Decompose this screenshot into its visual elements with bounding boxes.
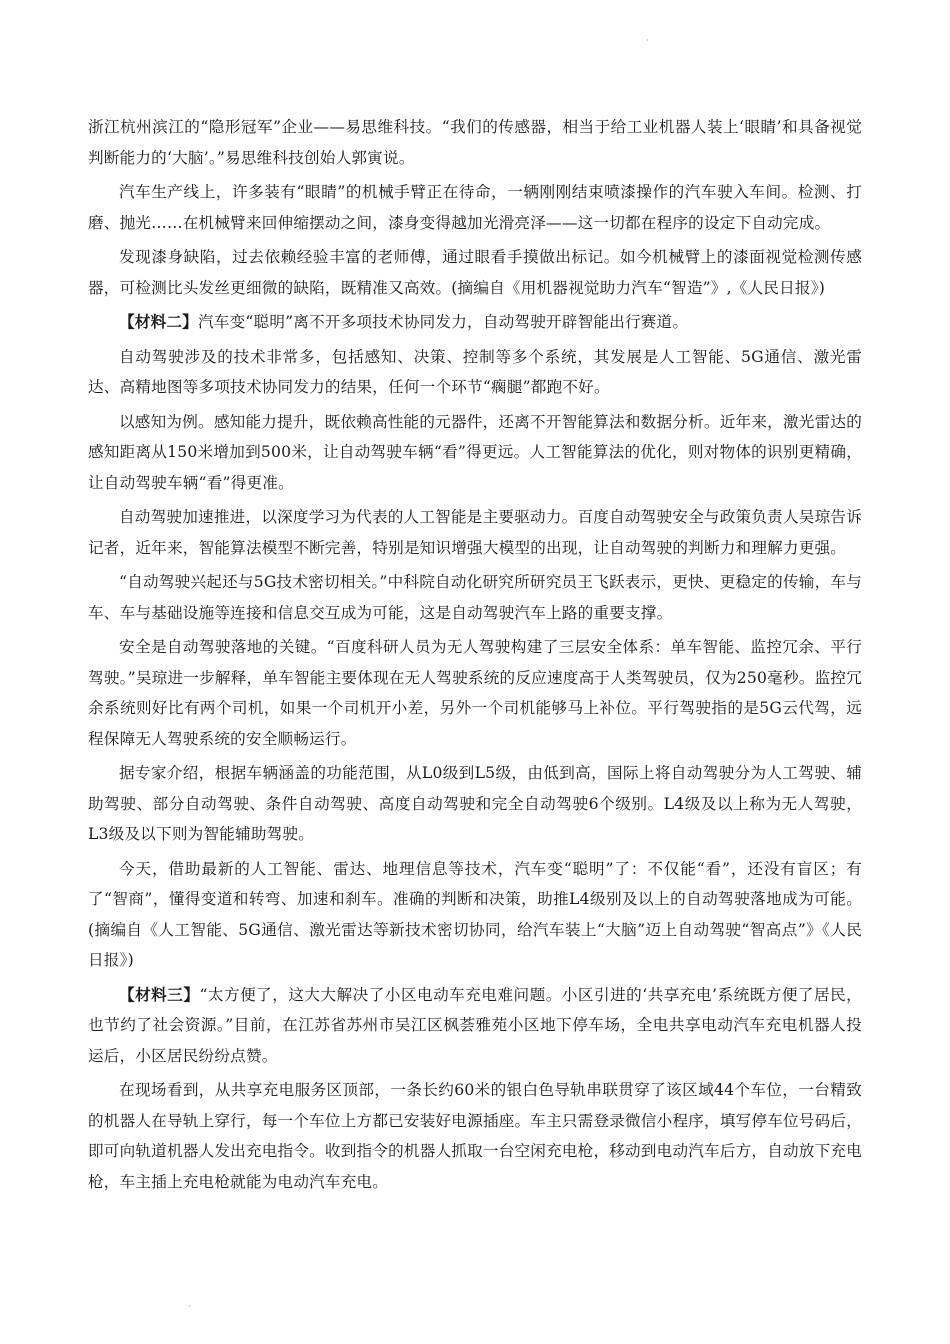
paragraph-7 [88,502,862,563]
paragraph-text: “太方便了，这大大解决了小区电动车充电难问题。小区引进的‘共享充电’系统既方便了居民，也节约了社会资源。”目前，在江苏省苏州市吴江区枫荟雅苑小区地下停车场，全电共享电动汽车充电机器人投运后，小区居民纷纷点赞。 [88,985,862,1065]
material-2-label: 【材料二】 [119,312,198,331]
paragraph-text: 据专家介绍，根据车辆涵盖的功能范围，从L0级到L5级，由低到高，国际上将自动驾驶分为人工驾驶、辅助驾驶、部分自动驾驶、条件自动驾驶、高度自动驾驶和完全自动驾驶6个级别。L4级及以上称为无人驾驶，L3级及以下则为智能辅助驾驶。 [88,764,862,843]
material-3-label: 【材料三】 [119,984,200,1004]
paragraph-text: 安全是自动驾驶落地的关键。“百度科研人员为无人驾驶构建了三层安全体系：单车智能、监控冗余、平行驾驶。”吴琼进一步解释，单车智能主要体现在无人驾驶系统的反应速度高于人类驾驶员，仅为250毫秒。监控冗余系统则好比有两个司机，如果一个司机开小差，另外一个司机能够马上补位。平行驾驶指的是5G云代驾，远程保障无人驾驶系统的安全顺畅运行。 [88,638,862,748]
paragraph-13 [88,1075,862,1197]
paragraph-text: 汽车生产线上，许多装有“眼睛”的机械手臂正在待命，一辆刚刚结束喷漆操作的汽车驶入车间。检测、打磨、抛光……在机械臂来回伸缩摆动之间，漆身变得越加光滑亮泽——这一切都在程序的设定下自动完成。 [88,183,862,232]
paragraph-text: 汽车变“聪明”离不开多项技术协同发力，自动驾驶开辟智能出行赛道。 [197,313,689,331]
top-mark: · [646,36,649,45]
paragraph-text: 发现漆身缺陷，过去依赖经验丰富的老师傅，通过眼看手摸做出标记。如今机械臂上的漆面视觉检测传感器，可检测比头发丝更细微的缺陷，既精准又高效。(摘编自《用机器视觉助力汽车“智造”》,《人民日报》) [88,248,862,297]
paragraph-11 [88,854,862,976]
paragraph-6 [88,407,862,499]
paragraph-material-3 [88,980,862,1072]
paragraph-text: 在现场看到，从共享充电服务区顶部，一条长约60米的银白色导轨串联贯穿了该区域44个车位，一台精致的机器人在导轨上穿行，每一个车位上方都已安装好电源插座。车主只需登录微信小程序，填写停车位号码后，即可向轨道机器人发出充电指令。收到指令的机器人抓取一台空闲充电枪，移动到电动汽车后方，自动放下充电枪，车主插上充电枪就能为电动汽车充电。 [88,1081,862,1191]
document-body [88,112,862,1201]
bottom-mark: · [188,1302,191,1311]
paragraph-text: 浙江杭州滨江的“隐形冠军”企业——易思维科技。“我们的传感器，相当于给工业机器人装上‘眼睛’和具备视觉判断能力的‘大脑’。”易思维科技创始人郭寅说。 [88,118,862,167]
paragraph-text: 自动驾驶涉及的技术非常多，包括感知、决策、控制等多个系统，其发展是人工智能、5G通信、激光雷达、高精地图等多项技术协同发力的结果，任何一个环节“瘸腿”都跑不好。 [88,347,862,396]
paragraph-material-2 [88,307,862,338]
paragraph-text: 今天，借助最新的人工智能、雷达、地理信息等技术，汽车变“聪明”了：不仅能“看”，还没有盲区；有了“智商”，懂得变道和转弯、加速和刹车。准确的判断和决策，助推L4级别及以上的自动驾驶落地成为可能。(摘编自《人工智能、5G通信、激光雷达等新技术密切协同，给汽车装上“大脑”迈上自动驾驶“智高点”》《人民日报》) [88,859,862,969]
paragraph-5 [88,342,862,403]
paragraph-9 [88,632,862,754]
paragraph-text: 以感知为例。感知能力提升，既依赖高性能的元器件，还离不开智能算法和数据分析。近年来，激光雷达的感知距离从150米增加到500米，让自动驾驶车辆“看”得更远。人工智能算法的优化，则对物体的识别更精确，让自动驾驶车辆“看”得更准。 [88,412,862,492]
paragraph-text: 自动驾驶加速推进，以深度学习为代表的人工智能是主要驱动力。百度自动驾驶安全与政策负责人吴琼告诉记者，近年来，智能算法模型不断完善，特别是知识增强大模型的出现，让自动驾驶的判断力和理解力更强。 [88,508,862,557]
paragraph-text: “自动驾驶兴起还与5G技术密切相关。”中科院自动化研究所研究员王飞跃表示，更快、更稳定的传输，车与车、车与基础设施等连接和信息交互成为可能，这是自动驾驶汽车上路的重要支撑。 [88,573,862,622]
paragraph-2 [88,177,862,238]
paragraph-10 [88,758,862,850]
paragraph-3 [88,242,862,303]
paragraph-1 [88,112,862,173]
paragraph-8 [88,567,862,628]
